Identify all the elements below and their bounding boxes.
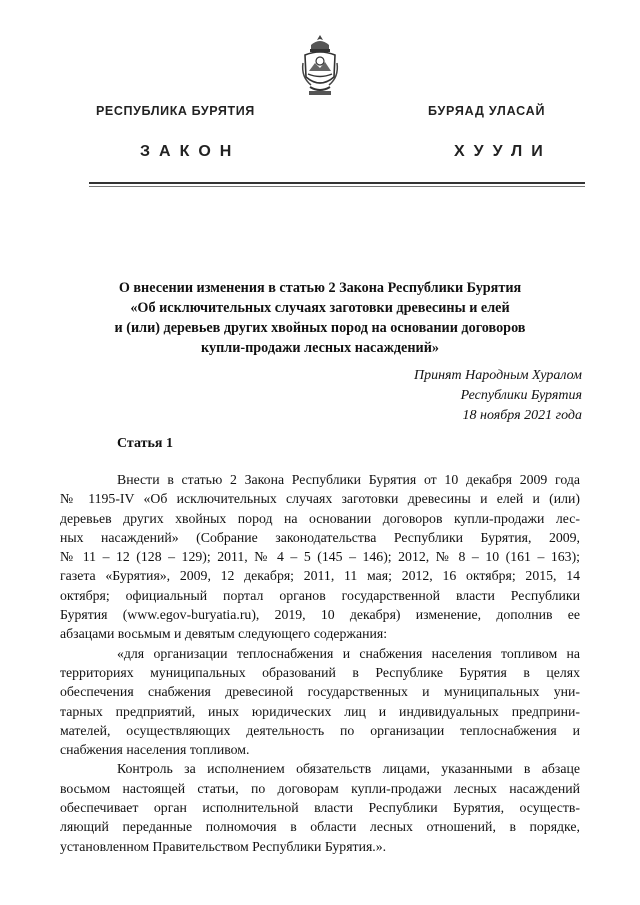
title-line: и (или) деревьев других хвойных пород на основании договоров [114, 320, 526, 336]
body-line: территориях муниципальных образований в Республике Бурятия в целях [60, 664, 580, 680]
body-line: снабжения населения топливом. [60, 742, 250, 758]
document-title [60, 278, 580, 358]
body-line: газета «Бурятия», 2009, 12 декабря; 2011, 11 мая; 2012, 16 октября; 2015, 14 [60, 568, 580, 584]
header-republic-russian: РЕСПУБЛИКА БУРЯТИЯ [96, 104, 255, 118]
header-divider-thin [89, 186, 585, 187]
body-line: установленном Правительством Республики Бурятия.». [60, 838, 387, 854]
header-law-buryat: ХУУЛИ [454, 143, 552, 160]
body-line: абзацами восьмым и девятым следующего содержания: [60, 626, 388, 642]
body-line: восьмом настоящей статьи, по договорам купли-продажи лесных насаждений [60, 780, 580, 796]
adoption-line: Республики Бурятия [460, 388, 582, 403]
title-line: О внесении изменения в статью 2 Закона Республики Бурятия [118, 280, 522, 296]
header-law-russian: ЗАКОН [140, 143, 241, 160]
body-line: тарных предприятий, иных юридических лиц и индивидуальных предприни- [60, 703, 580, 719]
body-line: октября; официальный портал органов государственной власти Республики [60, 587, 580, 603]
header-republic-buryat: БУРЯАД УЛАСАЙ [428, 104, 546, 118]
article-body [60, 470, 580, 856]
body-line: Внести в статью 2 Закона Республики Бурятия от 10 декабря 2009 года [117, 472, 580, 487]
body-line: деревьев других хвойных пород на основании договоров купли-продажи лес- [60, 510, 580, 526]
body-line: № 1195-IV «Об исключительных случаях заготовки древесины и елей и (или) [60, 491, 580, 507]
header-divider [89, 182, 585, 184]
body-line: обеспечивает орган исполнительной власти Республики Бурятия, осуществ- [60, 800, 580, 816]
body-line: «для организации теплоснабжения и снабжения населения топливом на [117, 645, 580, 661]
title-line: «Об исключительных случаях заготовки древесины и елей [130, 300, 510, 316]
article-heading: Статья 1 [117, 436, 173, 451]
adoption-date: 18 ноября 2021 года [462, 408, 582, 423]
adoption-line: Принят Народным Хуралом [413, 368, 582, 383]
coat-of-arms-icon [299, 33, 341, 99]
body-line: ных насаждений» (Собрание законодательства Республики Бурятия, 2009, [60, 529, 580, 545]
body-line: обеспечения снабжения древесиной государственных и муниципальных уни- [60, 684, 580, 700]
title-line: купли-продажи лесных насаждений» [201, 340, 439, 356]
body-line: ляющий переданные полномочия в области лесных отношений, в порядке, [60, 819, 580, 835]
body-line: № 11 – 12 (128 – 129); 2011, № 4 – 5 (145 – 146); 2012, № 8 – 10 (161 – 163); [60, 549, 580, 565]
body-line: Бурятия (www.egov-buryatia.ru), 2019, 10 декабря) изменение, дополнив ее [60, 607, 580, 623]
adoption-note [414, 366, 582, 426]
body-line: Контроль за исполнением обязательств лицами, указанными в абзаце [117, 761, 580, 777]
body-line: мателей, осуществляющих деятельность по организации теплоснабжения и [60, 722, 580, 738]
